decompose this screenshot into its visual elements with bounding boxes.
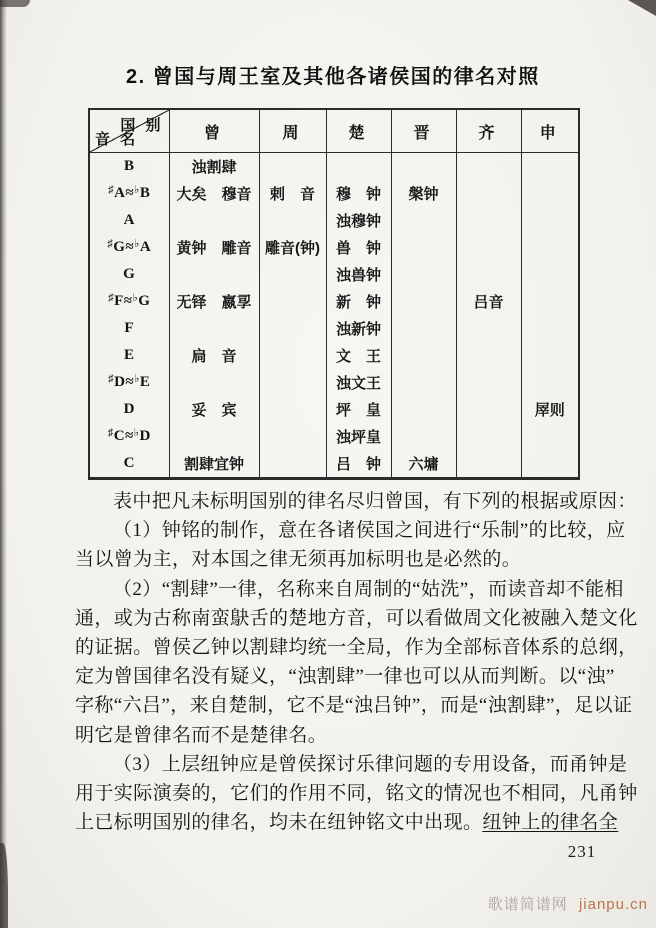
body-line: 当以曾为主，对本国之律无须再加标明也是必然的。 xyxy=(75,549,522,571)
body-line: 通，或为古称南蛮鴃舌的楚地方音，可以看做周文化被融入楚文化 xyxy=(75,607,638,629)
pitch-name-cell xyxy=(259,207,326,234)
pitch-name-cell: 穆 钟 xyxy=(326,180,391,207)
table-row xyxy=(89,288,579,315)
table-row xyxy=(89,261,579,288)
pitch-name-cell: 文 王 xyxy=(326,342,391,369)
body-line: （2）“割肆”一律，名称来自周制的“姑洗”，而读音却不能相 xyxy=(113,578,624,600)
watermark-site-name: 歌谱简谱网 xyxy=(487,896,568,913)
column-header-zeng: 曾 xyxy=(169,109,259,153)
body-line: （3）上层纽钟应是曾侯探讨乐律问题的专用设备，而甬钟是 xyxy=(113,753,628,775)
table-row xyxy=(89,207,579,234)
pitch-name-cell xyxy=(391,153,456,181)
pitch-name-cell: 六墉 xyxy=(391,450,456,479)
table-row xyxy=(89,315,579,342)
note-name-cell: ♯F≈♭G xyxy=(89,288,169,315)
body-line: 定为曾国律名没有疑义，“浊割肆”一律也可以从而判断。以“浊” xyxy=(75,666,615,688)
body-line: 表中把凡未标明国别的律名尽归曾国，有下列的根据或原因： xyxy=(113,491,637,512)
table-row xyxy=(89,396,579,423)
pitch-name-cell xyxy=(169,261,259,288)
pitch-name-cell xyxy=(521,369,579,396)
pitch-name-cell xyxy=(391,423,456,450)
pitch-name-cell: 无铎 嬴孠 xyxy=(169,288,259,315)
pitch-name-cell: 浊新钟 xyxy=(326,315,391,342)
scan-edge-shadow xyxy=(0,0,7,928)
pitch-name-cell: 扃 音 xyxy=(169,342,259,369)
body-text xyxy=(75,487,638,837)
column-header-qi: 齐 xyxy=(456,109,521,153)
pitch-name-cell: 兽 钟 xyxy=(326,234,391,261)
pitch-name-cell xyxy=(456,153,521,181)
column-header-zhou: 周 xyxy=(259,109,326,153)
body-line: 字称“六吕”，来自楚制，它不是“浊吕钟”，而是“浊割肆”，足以证 xyxy=(75,695,633,717)
pitch-name-cell xyxy=(169,369,259,396)
pitch-name-cell: 浊兽钟 xyxy=(326,261,391,288)
pitch-name-cell xyxy=(391,234,456,261)
pitch-name-cell xyxy=(259,369,326,396)
table-header-row xyxy=(89,109,579,153)
note-name-cell: D xyxy=(89,396,169,423)
pitch-name-cell xyxy=(456,396,521,423)
pitch-name-cell: 妥 宾 xyxy=(169,396,259,423)
pitch-name-cell: 割肆宜钟 xyxy=(169,450,259,479)
table-row xyxy=(89,153,579,181)
pitch-name-cell: 坪 皇 xyxy=(326,396,391,423)
body-line: （1）钟铭的制作，意在各诸侯国之间进行“乐制”的比较，应 xyxy=(113,520,626,542)
pitch-name-cell: 浊坪皇 xyxy=(326,423,391,450)
pitch-name-cell xyxy=(259,342,326,369)
pitch-name-cell xyxy=(521,261,579,288)
pitch-name-cell xyxy=(521,450,579,479)
pitch-name-cell: 黄钟 雕音 xyxy=(169,234,259,261)
pitch-name-cell xyxy=(259,153,326,181)
pitch-name-cell xyxy=(521,207,579,234)
note-name-cell: E xyxy=(89,342,169,369)
pitch-name-cell xyxy=(259,288,326,315)
table-row xyxy=(89,369,579,396)
pitch-name-cell xyxy=(391,315,456,342)
pitch-name-cell xyxy=(456,261,521,288)
pitch-name-cell xyxy=(391,396,456,423)
column-header-chu: 楚 xyxy=(326,109,391,153)
pitch-name-cell xyxy=(391,342,456,369)
column-header-shen: 申 xyxy=(521,109,579,153)
pitch-name-cell xyxy=(521,342,579,369)
table-row xyxy=(89,180,579,207)
table-row xyxy=(89,450,579,479)
pitch-name-cell: 雕音(钟) xyxy=(259,234,326,261)
pitch-name-cell: 槃钟 xyxy=(391,180,456,207)
body-line: 明它是曾律名而不是楚律名。 xyxy=(75,724,328,746)
pitch-name-cell xyxy=(456,342,521,369)
pitch-name-cell xyxy=(391,261,456,288)
table-row xyxy=(89,234,579,261)
body-line-last xyxy=(75,808,619,837)
pitch-name-cell: 浊文王 xyxy=(326,369,391,396)
pitch-name-cell xyxy=(259,396,326,423)
corner-label-country: 国 别 xyxy=(120,117,164,134)
corner-label-pitch: 音 名 xyxy=(95,131,139,148)
pitch-name-cell xyxy=(456,234,521,261)
pitch-name-cell xyxy=(326,153,391,181)
watermark-site-url: jianpu.cn xyxy=(578,896,648,913)
pitch-name-cell xyxy=(521,288,579,315)
section-title: 2. 曾国与周王室及其他各诸侯国的律名对照 xyxy=(126,66,540,88)
note-name-cell: ♯C≈♭D xyxy=(89,423,169,450)
pitch-name-comparison-table xyxy=(88,108,580,480)
pitch-name-cell xyxy=(169,207,259,234)
pitch-name-cell xyxy=(259,261,326,288)
page-number: 231 xyxy=(567,842,597,861)
note-name-cell: ♯D≈♭E xyxy=(89,369,169,396)
pitch-name-cell xyxy=(456,423,521,450)
note-name-cell: ♯A≈♭B xyxy=(89,180,169,207)
pitch-name-cell xyxy=(456,207,521,234)
pitch-name-cell xyxy=(521,153,579,181)
pitch-name-cell xyxy=(391,288,456,315)
column-header-jin: 晋 xyxy=(391,109,456,153)
scan-smudge-top-left xyxy=(0,0,30,7)
watermark xyxy=(488,893,648,914)
pitch-name-cell: 剌 音 xyxy=(259,180,326,207)
pitch-name-cell xyxy=(456,369,521,396)
note-name-cell: B xyxy=(89,153,169,181)
note-name-cell: F xyxy=(89,315,169,342)
body-line-last-plain: 上已标明国别的律名，均未在纽钟铭文中出现。 xyxy=(75,812,483,834)
pitch-name-cell xyxy=(391,207,456,234)
pitch-name-cell xyxy=(521,234,579,261)
pitch-name-cell: 屖则 xyxy=(521,396,579,423)
table-row xyxy=(89,423,579,450)
note-name-cell: A xyxy=(89,207,169,234)
body-line: 的证据。曾侯乙钟以割肆均统一全局，作为全部标音体系的总纲， xyxy=(75,637,638,659)
table-row xyxy=(89,342,579,369)
pitch-name-cell xyxy=(259,315,326,342)
pitch-name-cell: 大矣 穆音 xyxy=(169,180,259,207)
pitch-name-cell xyxy=(456,180,521,207)
pitch-name-cell: 浊割肆 xyxy=(169,153,259,181)
body-line: 用于实际演奏的，它们的作用不同，铭文的情况也不相同，凡甬钟 xyxy=(75,783,638,805)
scan-smudge-top-right xyxy=(628,0,656,16)
pitch-name-cell xyxy=(456,450,521,479)
pitch-name-cell: 新 钟 xyxy=(326,288,391,315)
pitch-name-cell: 吕 钟 xyxy=(326,450,391,479)
pitch-name-cell xyxy=(169,423,259,450)
pitch-name-cell xyxy=(521,180,579,207)
table-corner-cell xyxy=(89,109,169,153)
pitch-name-cell: 浊穆钟 xyxy=(326,207,391,234)
pitch-name-cell xyxy=(259,423,326,450)
pitch-name-cell xyxy=(169,315,259,342)
note-name-cell: ♯G≈♭A xyxy=(89,234,169,261)
pitch-name-cell xyxy=(259,450,326,479)
note-name-cell: G xyxy=(89,261,169,288)
note-name-cell: C xyxy=(89,450,169,479)
table-body xyxy=(89,153,579,479)
pitch-name-cell xyxy=(521,423,579,450)
pitch-name-cell xyxy=(391,369,456,396)
pitch-name-cell xyxy=(456,315,521,342)
pitch-name-cell xyxy=(521,315,579,342)
pitch-name-cell: 吕音 xyxy=(456,288,521,315)
body-line-last-underlined: 纽钟上的律名全 xyxy=(482,812,619,834)
